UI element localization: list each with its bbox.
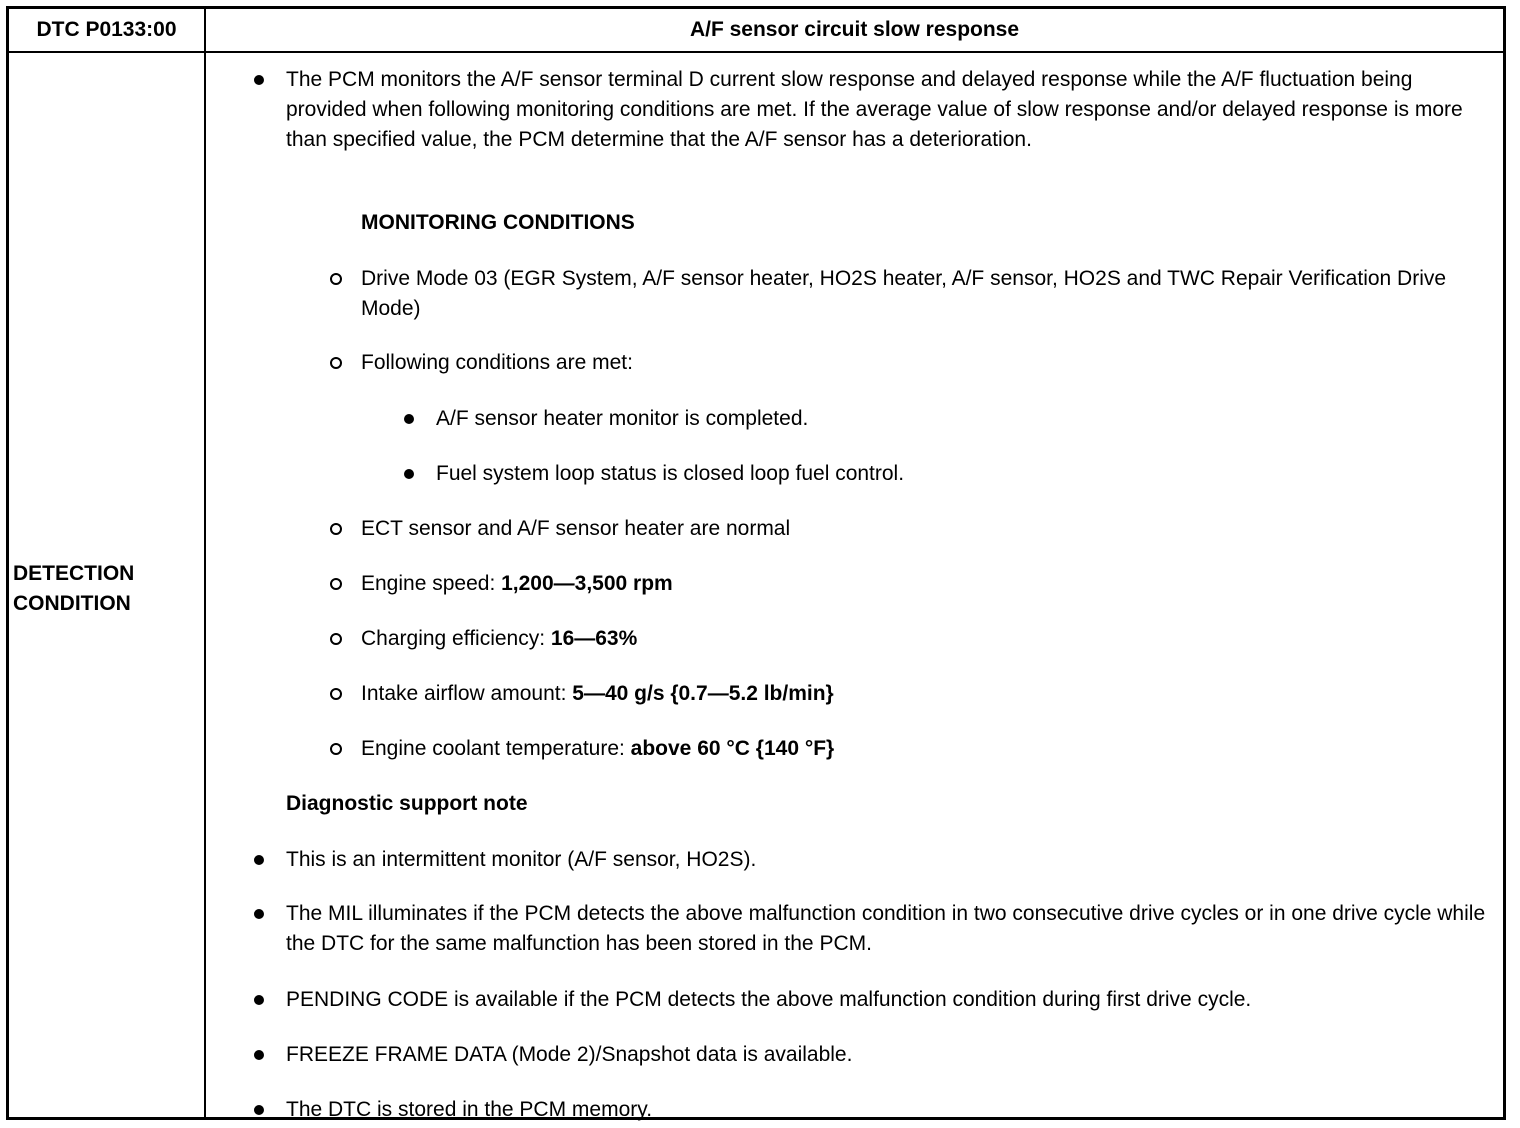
circle-bullet-icon [330, 578, 342, 590]
engine-speed-label: Engine speed: [361, 572, 502, 595]
intro-text: The PCM monitors the A/F sensor terminal D current slow response and delayed response while the A/F fluctuation being provided when following monitoring conditions are met. If the average value of slow response and/or delayed response is more than specified value, the PCM determine that the A/F sensor has a deterioration. [286, 68, 1463, 151]
bullet-icon [404, 414, 414, 424]
engine-speed-value: 1,200—3,500 rpm [501, 572, 673, 595]
engine-speed-line [361, 569, 1491, 599]
support-heading: Diagnostic support note [286, 792, 528, 815]
note-4-text: FREEZE FRAME DATA (Mode 2)/Snapshot data is available. [286, 1043, 853, 1066]
note-3-text: PENDING CODE is available if the PCM detects the above malfunction condition during first drive cycle. [286, 988, 1252, 1011]
circle-bullet-icon [330, 357, 342, 369]
circle-bullet-icon [330, 633, 342, 645]
intake-line [361, 679, 1491, 709]
circle-bullet-icon [330, 273, 342, 285]
note-1-text: This is an intermittent monitor (A/F sensor, HO2S). [286, 848, 757, 871]
charging-value: 16—63% [550, 627, 638, 650]
bullet-icon [254, 995, 264, 1005]
circle-bullet-icon [330, 743, 342, 755]
intake-value: 5—40 g/s {0.7—5.2 lb/min} [572, 682, 834, 705]
following-conditions-text: Following conditions are met: [361, 351, 633, 374]
drive-mode-text: Drive Mode 03 (EGR System, A/F sensor heater, HO2S heater, A/F sensor, HO2S and TWC Repair Verification Drive Mode) [361, 267, 1447, 320]
ect-normal-text: ECT sensor and A/F sensor heater are normal [361, 517, 791, 540]
coolant-line [361, 734, 1491, 764]
charging-line [361, 624, 1491, 654]
note-2-text: The MIL illuminates if the PCM detects the above malfunction condition in two consecutive drive cycles or in one drive cycle while the DTC for the same malfunction has been stored in the PCM. [286, 902, 1486, 955]
dtc-title-cell: A/F sensor circuit slow response [689, 18, 1020, 41]
dtc-table [6, 6, 1506, 1120]
coolant-value: above 60 °C {140 °F} [630, 737, 835, 760]
bullet-icon [254, 855, 264, 865]
monitoring-heading: MONITORING CONDITIONS [361, 211, 635, 234]
circle-bullet-icon [330, 688, 342, 700]
bullet-icon [404, 469, 414, 479]
sub-condition-1-text: A/F sensor heater monitor is completed. [436, 407, 809, 430]
sub-condition-2-text: Fuel system loop status is closed loop fuel control. [436, 462, 905, 485]
bullet-icon [254, 1050, 264, 1060]
bullet-icon [254, 909, 264, 919]
label-line-1: DETECTION [13, 562, 135, 585]
table-header-row [9, 9, 1503, 53]
circle-bullet-icon [330, 523, 342, 535]
coolant-label: Engine coolant temperature: [361, 737, 631, 760]
bullet-icon [254, 75, 264, 85]
dtc-code-cell: DTC P0133:00 [36, 18, 177, 41]
detection-condition-content [206, 53, 1503, 1121]
intake-label: Intake airflow amount: [361, 682, 573, 705]
note-5-text: The DTC is stored in the PCM memory. [286, 1098, 653, 1121]
detection-condition-label [13, 559, 198, 619]
label-line-2: CONDITION [13, 592, 131, 615]
bullet-icon [254, 1105, 264, 1115]
charging-label: Charging efficiency: [361, 627, 551, 650]
